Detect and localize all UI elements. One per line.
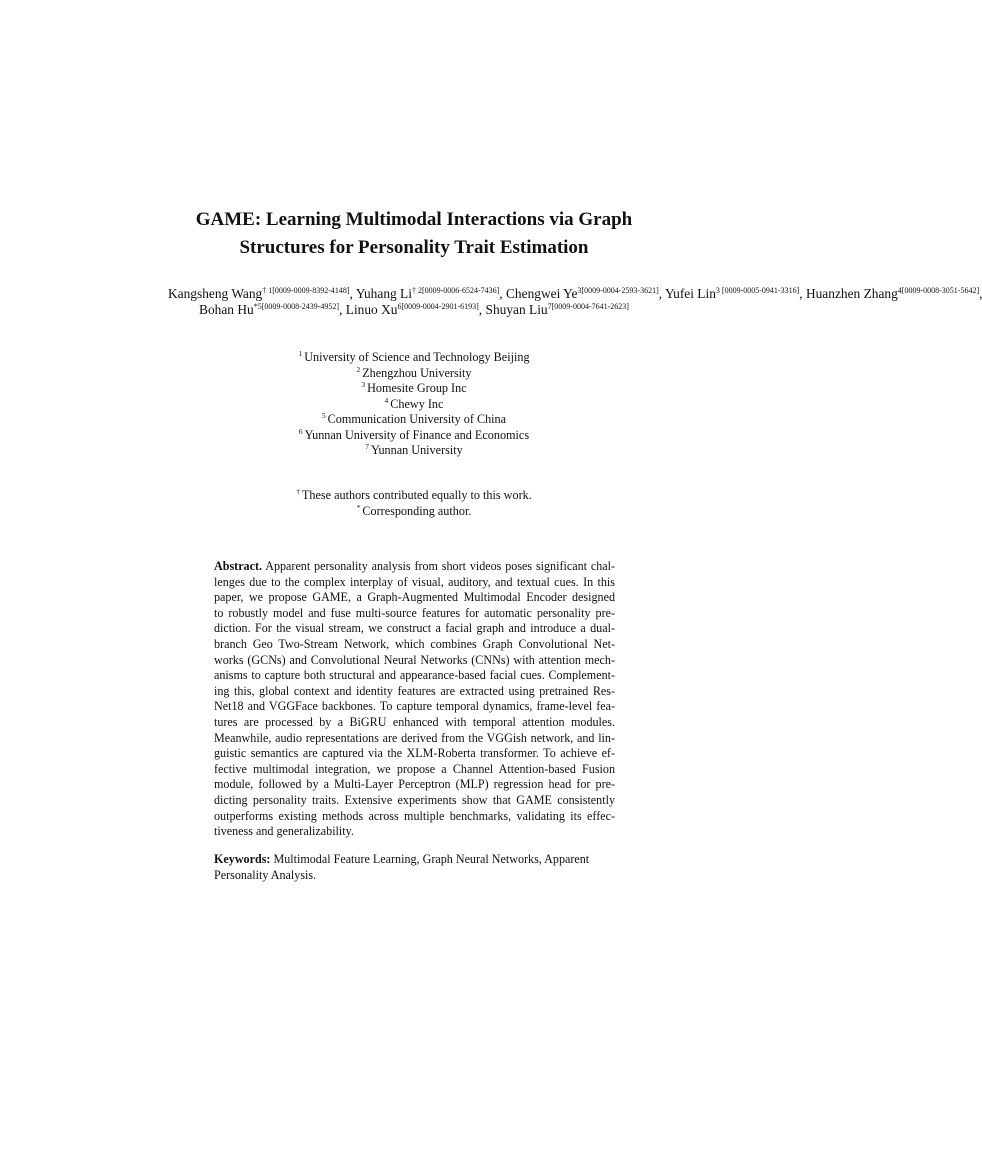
abstract-line: tiveness and generalizability. bbox=[214, 824, 354, 839]
author-notes bbox=[214, 488, 614, 519]
abstract-line: to robustly model and fuse multi-source features for automatic personality pre- bbox=[214, 605, 615, 620]
keywords-line-1 bbox=[214, 852, 615, 868]
affiliation-item bbox=[214, 443, 614, 459]
abstract-line: Net18 and VGGFace backbones. To capture temporal dynamics, frame-level fea- bbox=[214, 699, 615, 714]
author-marks: 7[0009-0004-7641-2623] bbox=[547, 302, 629, 311]
author-name: Huanzhen Zhang bbox=[805, 286, 898, 301]
corresponding-author-note bbox=[214, 504, 614, 520]
keywords-line-2: Personality Analysis. bbox=[214, 867, 317, 882]
author-name: Shuyan Liu bbox=[485, 302, 548, 317]
equal-contribution-note bbox=[214, 488, 614, 504]
keywords-label: Keywords: bbox=[214, 852, 271, 866]
author-name: Yuhang Li bbox=[355, 286, 412, 301]
abstract-line: Meanwhile, audio representations are derived from the VGGish network, and lin- bbox=[214, 730, 615, 745]
note-mark: † bbox=[296, 487, 300, 496]
author-name: Bohan Hu bbox=[199, 302, 254, 317]
abstract-line bbox=[214, 559, 615, 575]
abstract-line: works (GCNs) and Convolutional Neural Networks (CNNs) with attention mech- bbox=[214, 652, 615, 667]
abstract-line: anisms to capture both structural and appearance-based facial cues. Complement- bbox=[214, 668, 615, 683]
affiliation-name: Yunnan University of Finance and Economics bbox=[304, 427, 530, 442]
affiliation-number: 5 bbox=[321, 411, 326, 420]
title-line-2: Structures for Personality Trait Estimation bbox=[239, 237, 589, 258]
author-name: Yufei Lin bbox=[664, 286, 716, 301]
abstract-line: dicting personality traits. Extensive experiments show that GAME consistently bbox=[214, 792, 615, 807]
abstract-line: branch Geo Two-Stream Network, which combines Graph Convolutional Net- bbox=[214, 636, 615, 651]
author-line-2: Bohan $Hu^{*5[0009-0008-2439-4952]}$, Linuo $Xu^{6[0009-0004-2901-6193]}$, Shuyan Liu$^{7[0009-0004-7641-2623]}$ bbox=[199, 302, 629, 317]
abstract-line: tures are processed by a BiGRU enhanced with temporal attention modules. bbox=[214, 714, 615, 729]
affiliation-name: Yunnan University bbox=[371, 443, 463, 457]
abstract-text: Apparent personality analysis from short videos poses significant chal- bbox=[265, 559, 616, 573]
author-marks: 6[0009-0004-2901-6193] bbox=[397, 302, 479, 311]
abstract-line: diction. For the visual stream, we construct a facial graph and introduce a dual- bbox=[214, 621, 615, 636]
abstract-line: fective multimodal integration, we propose a Channel Attention-based Fusion bbox=[214, 761, 615, 776]
abstract-line: guistic semantics are captured via the XLM-Roberta transformer. To achieve ef- bbox=[214, 746, 615, 761]
affiliation-item bbox=[214, 350, 614, 366]
author-marks: † 2[0009-0006-6524-7436] bbox=[411, 286, 500, 295]
abstract-line: lenges due to the complex interplay of visual, auditory, and textual cues. In this bbox=[214, 574, 615, 589]
affiliation-item bbox=[214, 428, 614, 444]
affiliation-number: 2 bbox=[356, 364, 361, 374]
author-name: Kangsheng Wang bbox=[168, 286, 263, 301]
affiliation-number: 4 bbox=[384, 395, 389, 405]
abstract-line: module, followed by a Multi-Layer Perceptron (MLP) regression head for pre- bbox=[214, 777, 615, 792]
affiliation-number: 3 bbox=[361, 380, 366, 389]
affiliation-number: 1 bbox=[298, 349, 303, 358]
abstract-line: paper, we propose GAME, a Graph-Augmented Multimodal Encoder designed bbox=[214, 590, 615, 605]
note-text: These authors contributed equally to this work. bbox=[301, 488, 532, 502]
author-marks: *5[0009-0008-2439-4952] bbox=[253, 302, 340, 311]
affiliation-item bbox=[214, 381, 614, 397]
author-name: Linuo Xu bbox=[345, 302, 398, 317]
abstract-line: ing this, global context and identity features are extracted using pretrained Res- bbox=[214, 683, 615, 698]
note-text: Corresponding author. bbox=[362, 503, 472, 518]
affiliation-name: Zhengzhou University bbox=[362, 365, 472, 380]
keywords-text: Multimodal Feature Learning, Graph Neural Networks, Apparent bbox=[273, 852, 590, 866]
note-mark: * bbox=[356, 502, 361, 512]
author-marks: 4[0009-0008-3051-5642] bbox=[897, 286, 980, 295]
author-name: Chengwei Ye bbox=[506, 286, 578, 301]
abstract bbox=[214, 559, 615, 840]
title-line-1: GAME: Learning Multimodal Interactions via Graph bbox=[195, 209, 633, 230]
affiliation-number: 6 bbox=[298, 426, 303, 436]
affiliation-name: Chewy Inc bbox=[390, 396, 444, 411]
abstract-line: outperforms existing methods across multiple benchmarks, validating its effec- bbox=[214, 808, 615, 823]
affiliation-item bbox=[214, 397, 614, 413]
author-marks: † 1[0009-0009-8392-4148] bbox=[262, 286, 350, 295]
author-line-1: Kangsheng Wang$^{\dagger 1[0009-0009-8392-4148]}$, Yuhang $Li^{\dagger 2[0009-0006-6524-7436]}$, Chengwei $Ye^{3[0009-0004-2593-3621]}$, Yufei Lin$^{3 [0009-0005-0941-3316]}$, Huanzhen Zhang$^{4[0009-0008-3051-5642]}$ bbox=[168, 286, 980, 301]
abstract-label: Abstract. bbox=[214, 559, 263, 573]
author-marks: 3[0009-0004-2593-3621] bbox=[577, 286, 659, 295]
keywords bbox=[214, 852, 615, 883]
author-marks: 3 [0009-0005-0941-3316] bbox=[715, 286, 800, 295]
affiliation-name: Homesite Group Inc bbox=[367, 381, 467, 395]
affiliation-name: Communication University of China bbox=[327, 412, 507, 426]
affiliation-number: 7 bbox=[365, 442, 369, 451]
affiliation-item bbox=[214, 366, 614, 382]
affiliation-name: University of Science and Technology Beijing bbox=[304, 350, 530, 364]
affiliation-item bbox=[214, 412, 614, 428]
author-list bbox=[168, 286, 980, 318]
paper-title bbox=[120, 206, 708, 262]
affiliation-list bbox=[214, 350, 614, 459]
